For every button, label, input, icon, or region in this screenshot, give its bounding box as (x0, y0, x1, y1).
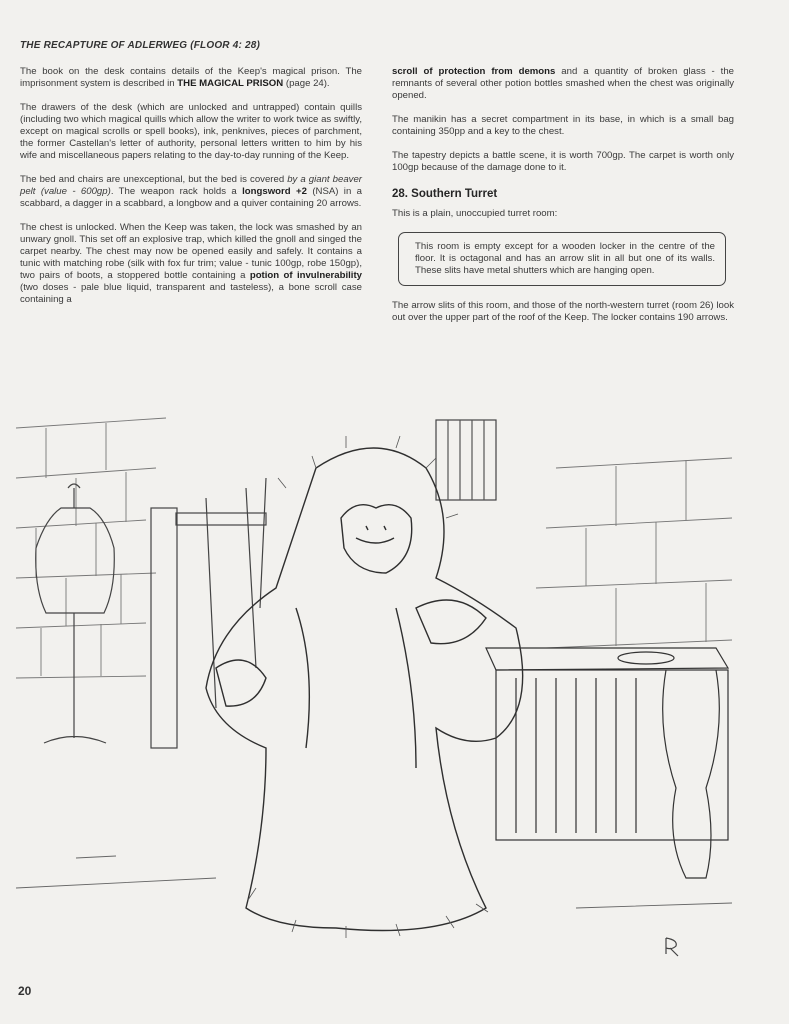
weapon-rack (151, 478, 266, 748)
right-column (392, 66, 734, 336)
item-potion: potion of invulnerability (249, 270, 362, 281)
paragraph-chest: The chest is unlocked. When the Keep was taken, the lock was smashed by an unwary gnoll. This set off an explosive trap, which killed the gnoll and singed the carpet nearby. The chest may now be opened easily and safely. It contains a tunic with matching robe (silk with fox fur trim; value - tunic 100gp, robe 150gp), two pairs of boots, a stoppered bottle containing a potion of invulnerability (two doses - pale blue liquid, transparent and tasteless), a bone scroll case containing a (20, 222, 362, 305)
paragraph-bed-weapons: The bed and chairs are unexceptional, but the bed is covered by a giant beaver pelt (value - 600gp). The weapon rack holds a longsword +2 (NSA) in a scabbard, a dagger in a scabbard, a longbow and a quiver containing 20 arrows. (20, 174, 362, 209)
section-heading: 28. Southern Turret (392, 188, 498, 200)
item-scroll: scroll of protection from demons (392, 66, 556, 77)
artist-signature (666, 938, 678, 956)
ref-magical-prison: THE MAGICAL PRISON (177, 78, 284, 89)
paragraph-tapestry: The tapestry depicts a battle scene, it is worth 700gp. The carpet is worth only 100gp because of the damage done to it. (392, 150, 734, 173)
paragraph-book: The book on the desk contains details of the Keep's magical prison. The imprisonment system is described in THE MAGICAL PRISON (page 24). (20, 66, 362, 89)
item-longsword: longsword +2 (242, 186, 307, 197)
window-slit (436, 420, 496, 500)
paragraph-manikin: The manikin has a secret compartment in its base, in which is a small bag containing 350pp and a key to the chest. (392, 114, 734, 137)
illustration (16, 408, 732, 968)
stone-wall (16, 418, 732, 678)
paragraph-scroll: scroll of protection from demons and a quantity of broken glass - the remnants of several other potion bottles smashed when the chest was originally opened. (392, 66, 734, 101)
read-aloud-box: This room is empty except for a wooden locker in the centre of the floor. It is octagonal and has an arrow slit in all but one of its walls. These slits have metal shutters which are hanging open. (398, 232, 726, 286)
running-header: THE RECAPTURE OF ADLERWEG (FLOOR 4: 28) (20, 40, 261, 51)
paragraph-arrow-slits: The arrow slits of this room, and those of the north-western turret (room 26) look out over the upper part of the roof of the Keep. The locker contains 190 arrows. (392, 300, 734, 323)
left-column (20, 66, 362, 318)
paragraph-desk-drawers: The drawers of the desk (which are unlocked and untrapped) contain quills (including two which magical quills which allow the writer to work twice as swiftly, except on magical scrolls or spell books), ink, penknives, pieces of parchment, the former Castellan's letter of authority, personal letters written to him by his wife and miscellaneous papers relating to the day-to-day running of the Keep. (20, 102, 362, 161)
page-number: 20 (18, 984, 32, 998)
figure-fur-cloaked (206, 436, 523, 938)
paragraph-turret-intro: This is a plain, unoccupied turret room: (392, 208, 558, 219)
